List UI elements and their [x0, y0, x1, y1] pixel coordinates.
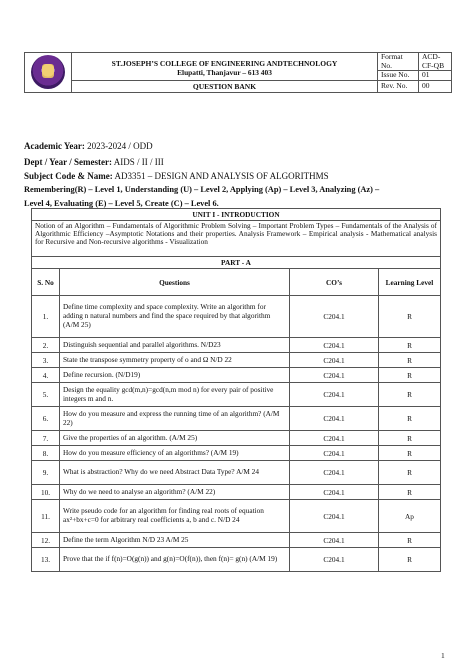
- co-value: C204.1: [290, 368, 379, 383]
- co-value: C204.1: [290, 407, 379, 431]
- page-number: 1: [441, 651, 445, 660]
- college-logo: [31, 55, 65, 89]
- level-value: R: [379, 407, 441, 431]
- question-text: Define time complexity and space complexity. Write an algorithm for adding n natural numbers and find the space required by that algorithm (A/M 25): [60, 296, 290, 338]
- level-value: R: [379, 338, 441, 353]
- row-number: 13.: [32, 548, 60, 572]
- academic-year-label: Academic Year:: [24, 141, 85, 151]
- unit-title: UNIT I - INTRODUCTION: [32, 209, 441, 221]
- row-number: 12.: [32, 533, 60, 548]
- col-header-no: S. No: [32, 269, 60, 296]
- table-row: [32, 500, 441, 533]
- question-text: What is abstraction? Why do we need Abstract Data Type? A/M 24: [60, 461, 290, 485]
- question-text: Define the term Algorithm N/D 23 A/M 25: [60, 533, 290, 548]
- level-value: R: [379, 296, 441, 338]
- row-number: 11.: [32, 500, 60, 533]
- dept-line: [24, 156, 452, 169]
- co-value: C204.1: [290, 461, 379, 485]
- co-value: C204.1: [290, 431, 379, 446]
- question-table: [31, 208, 441, 572]
- table-row: [32, 296, 441, 338]
- table-row: [32, 431, 441, 446]
- question-text: Define recursion. (N/D19): [60, 368, 290, 383]
- subject-line: [24, 170, 452, 183]
- question-text: How do you measure efficiency of an algorithms? (A/M 19): [60, 446, 290, 461]
- row-number: 10.: [32, 485, 60, 500]
- question-text: Write pseudo code for an algorithm for finding real roots of equation ax²+bx+c=0 for arbitrary real coefficients a, b and c. N/D 24: [60, 500, 290, 533]
- question-text: How do you measure and express the running time of an algorithm? (A/M 22): [60, 407, 290, 431]
- level-value: R: [379, 353, 441, 368]
- dept-value: AIDS / II / III: [113, 157, 164, 167]
- col-header-level: Learning Level: [379, 269, 441, 296]
- levels-line-2: Level 4, Evaluating (E) – Level 5, Create (C) – Level 6.: [24, 199, 219, 208]
- college-location: Elupatti, Thanjavur – 613 403: [177, 68, 272, 77]
- question-text: Why do we need to analyse an algorithm? (A/M 22): [60, 485, 290, 500]
- row-number: 2.: [32, 338, 60, 353]
- co-value: C204.1: [290, 446, 379, 461]
- col-header-questions: Questions: [60, 269, 290, 296]
- level-value: R: [379, 368, 441, 383]
- part-title: PART - A: [32, 257, 441, 269]
- levels-line-1: Remembering(R) – Level 1, Understanding (U) – Level 2, Applying (Ap) – Level 3, Analyzing (Az) –: [24, 185, 380, 194]
- format-value: ACD-CF-QB: [419, 53, 452, 71]
- logo-cell: [25, 53, 72, 93]
- question-text: Give the properties of an algorithm. (A/M 25): [60, 431, 290, 446]
- doc-title: QUESTION BANK: [72, 80, 378, 92]
- table-row: [32, 461, 441, 485]
- question-text: Distinguish sequential and parallel algorithms. N/D23: [60, 338, 290, 353]
- dept-label: Dept / Year / Semester:: [24, 157, 112, 167]
- question-text: Prove that the if f(n)=O(g(n)) and g(n)=O(f(n)), then f(n)= g(n) (A/M 19): [60, 548, 290, 572]
- level-value: R: [379, 461, 441, 485]
- row-number: 7.: [32, 431, 60, 446]
- table-row: [32, 485, 441, 500]
- rev-label: Rev. No.: [378, 80, 419, 92]
- table-row: [32, 548, 441, 572]
- co-value: C204.1: [290, 383, 379, 407]
- format-label: Format No.: [378, 53, 419, 71]
- co-value: C204.1: [290, 353, 379, 368]
- header-table: [24, 52, 452, 93]
- issue-value: 01: [419, 71, 452, 81]
- college-name-cell: [72, 53, 378, 81]
- question-text: Design the equality gcd(m,n)=gcd(n,m mod n) for every pair of positive integers m and n.: [60, 383, 290, 407]
- table-row: [32, 407, 441, 431]
- co-value: C204.1: [290, 338, 379, 353]
- unit-syllabus: Notion of an Algorithm – Fundamentals of Algorithmic Problem Solving – Important Problem Types – Fundamentals of the Analysis of Algorithmic Efficiency –Asymptotic Notations and their properties. Analysis Framework – Empirical analysis - Mathematical analysis for Recursive and Non-recursive algorithms - Visualization: [32, 221, 441, 257]
- table-row: [32, 353, 441, 368]
- row-number: 8.: [32, 446, 60, 461]
- row-number: 1.: [32, 296, 60, 338]
- college-name: ST.JOSEPH’S COLLEGE OF ENGINEERING ANDTECHNOLOGY: [111, 58, 338, 68]
- row-number: 5.: [32, 383, 60, 407]
- level-value: R: [379, 548, 441, 572]
- level-value: R: [379, 533, 441, 548]
- co-value: C204.1: [290, 296, 379, 338]
- level-value: R: [379, 383, 441, 407]
- table-row: [32, 446, 441, 461]
- rev-value: 00: [419, 80, 452, 92]
- table-row: [32, 383, 441, 407]
- level-value: R: [379, 446, 441, 461]
- question-text: State the transpose symmetry property of o and Ω N/D 22: [60, 353, 290, 368]
- issue-label: Issue No.: [378, 71, 419, 81]
- level-value: Ap: [379, 500, 441, 533]
- co-value: C204.1: [290, 500, 379, 533]
- co-value: C204.1: [290, 485, 379, 500]
- subject-value: AD3351 – DESIGN AND ANALYSIS OF ALGORITHMS: [114, 171, 329, 181]
- row-number: 6.: [32, 407, 60, 431]
- table-row: [32, 338, 441, 353]
- col-header-co: CO’s: [290, 269, 379, 296]
- table-row: [32, 533, 441, 548]
- table-row: [32, 368, 441, 383]
- academic-year-value: 2023-2024 / ODD: [87, 141, 153, 151]
- row-number: 9.: [32, 461, 60, 485]
- level-value: R: [379, 485, 441, 500]
- subject-label: Subject Code & Name:: [24, 171, 113, 181]
- level-value: R: [379, 431, 441, 446]
- row-number: 3.: [32, 353, 60, 368]
- co-value: C204.1: [290, 533, 379, 548]
- co-value: C204.1: [290, 548, 379, 572]
- academic-year-line: [24, 140, 452, 153]
- row-number: 4.: [32, 368, 60, 383]
